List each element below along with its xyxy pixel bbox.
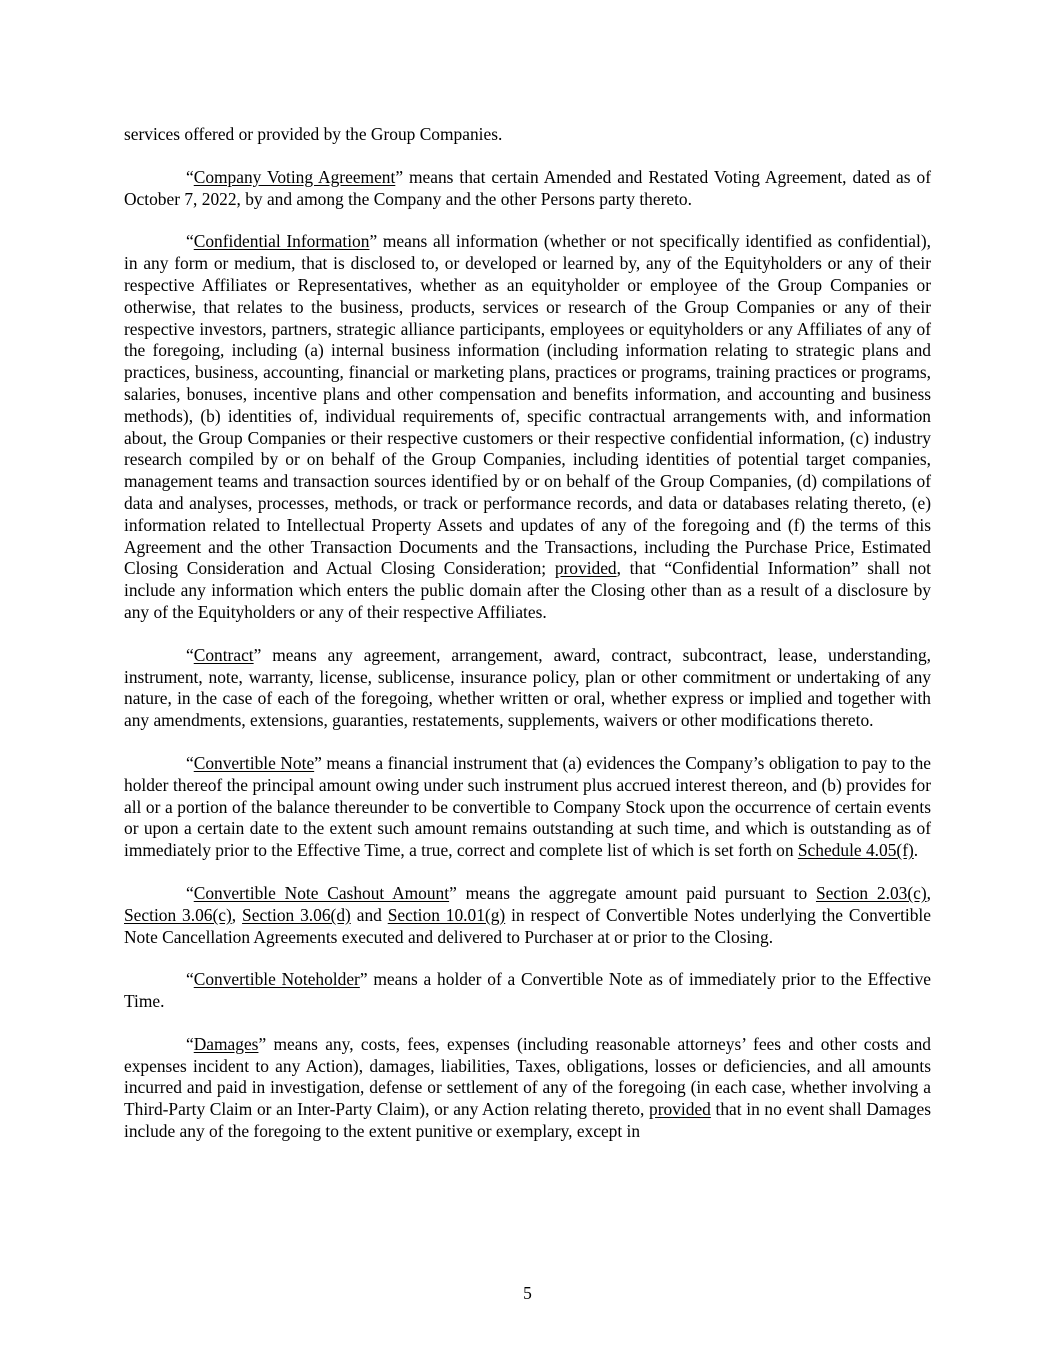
- paragraph-text: ” means all information (whether or not specifically identified as confidential), in any form or medium, that is disclosed to, or developed or learned by, any of the Equityholders or any of their respective Affiliates or Representatives, whether as an equityholder or employee of the Group Companies or otherwise, that relates to the business, products, services or research of the Group Companies or any of their respective investors, partners, strategic alliance participants, employees or equityholders or any Affiliates of any of the foregoing, including (a) internal business information (including information relating to strategic plans and practices, business, accounting, financial or marketing plans, practices or programs, training practices or programs, salaries, bonuses, incentive plans and other compensation and benefits information, and accounting and business methods), (b) identities of, individual requirements of, specific contractual arrangements with, and information about, the Group Companies or their respective customers or their respective confidential information, (c) industry research compiled by or on behalf of the Group Companies, including identities of potential target companies, management teams and transaction sources identified by or on behalf of the Group Companies, (d) compilations of data and analyses, processes, methods, or track or performance records, and data or databases relating thereto, (e) information related to Intellectual Property Assets and updates of any of the foregoing and (f) the terms of this Agreement and the other Transaction Documents and the Transactions, including the Purchase Price, Estimated Closing Consideration and Actual Closing Consideration;: [124, 231, 931, 579]
- underlined-term: Convertible Note: [193, 752, 315, 773]
- paragraph-def-convertible-note: [124, 753, 931, 862]
- paragraph-def-convertible-noteholder: [124, 969, 931, 1013]
- paragraph-text: in respect of Convertible Notes underlying the Convertible Note Cancellation Agreements executed and delivered to Purchaser at or prior to the Closing.: [124, 904, 931, 947]
- underlined-term: provided: [649, 1099, 711, 1120]
- underlined-term: Convertible Note Cashout Amount: [193, 882, 450, 903]
- paragraph-text: ” means that certain Amended and Restated Voting Agreement, dated as of October 7, 2022, by and among the Company and the other Persons party thereto.: [124, 166, 931, 209]
- underlined-term: Section 10.01(g): [387, 904, 506, 925]
- paragraph-text: services offered or provided by the Group Companies.: [124, 124, 503, 144]
- paragraph-text: .: [913, 840, 919, 861]
- paragraph-text: “: [186, 882, 194, 903]
- paragraph-text: ” means a financial instrument that (a) evidences the Company’s obligation to pay to the holder thereof the principal amount owing under such instrument plus accrued interest thereon, and (b) provides for all or a portion of the balance thereunder to be convertible to Company Stock upon the occurrence of certain events or upon a certain date to the extent such amount remains outstanding at such time, and which is outstanding as of immediately prior to the Effective Time, a true, correct and complete list of which is set forth on: [124, 752, 931, 861]
- underlined-term: Convertible Noteholder: [193, 969, 360, 990]
- paragraph-text: ” means a holder of a Convertible Note as of immediately prior to the Effective Time.: [124, 969, 931, 1012]
- paragraph-p-services: [124, 124, 931, 146]
- underlined-term: Damages: [193, 1033, 259, 1054]
- underlined-term: Section 3.06(d): [242, 904, 351, 925]
- paragraph-text: “: [186, 166, 194, 187]
- paragraph-text: , that “Confidential Information” shall not include any information which enters the public domain after the Closing other than as a result of a disclosure by any of the Equityholders or any of their respective Affiliates.: [124, 558, 931, 622]
- paragraph-text: ” means the aggregate amount paid pursuant to: [449, 882, 816, 903]
- underlined-term: Contract: [193, 644, 254, 665]
- underlined-term: Section 2.03(c): [815, 882, 927, 903]
- document-page: [124, 124, 931, 1164]
- page-number: 5: [523, 1283, 532, 1303]
- definitions-body: [124, 124, 931, 1143]
- paragraph-def-damages: [124, 1034, 931, 1143]
- underlined-term: provided: [554, 558, 617, 579]
- underlined-term: Company Voting Agreement: [193, 166, 396, 187]
- paragraph-text: and: [350, 904, 388, 925]
- paragraph-text: “: [186, 752, 194, 773]
- paragraph-text: that in no event shall Damages include any of the foregoing to the extent punitive or exemplary, except in: [124, 1099, 931, 1142]
- paragraph-text: ” means any, costs, fees, expenses (including reasonable attorneys’ fees and other costs and expenses incident to any Action), damages, liabilities, Taxes, obligations, losses or deficiencies, and all amounts incurred and paid in investigation, defense or settlement of any of the foregoing (in each case, whether involving a Third-Party Claim or an Inter-Party Claim), or any Action relating thereto,: [124, 1033, 931, 1120]
- paragraph-text: ,: [231, 904, 243, 925]
- paragraph-text: ” means any agreement, arrangement, award, contract, subcontract, lease, understanding, instrument, note, warranty, license, sublicense, insurance policy, plan or other commitment or undertaking of any nature, in the case of each of the foregoing, whether written or oral, whether express or implied and together with any amendments, extensions, guaranties, restatements, supplements, waivers or other modifications thereto.: [124, 644, 931, 731]
- underlined-term: Schedule 4.05(f): [797, 840, 914, 861]
- paragraph-text: ,: [926, 882, 932, 903]
- paragraph-text: “: [186, 644, 194, 665]
- paragraph-text: “: [186, 969, 194, 990]
- paragraph-def-convertible-note-cashout-amount: [124, 883, 931, 948]
- paragraph-text: “: [186, 231, 194, 252]
- paragraph-def-contract: [124, 645, 931, 732]
- paragraph-text: “: [186, 1033, 194, 1054]
- paragraph-def-company-voting-agreement: [124, 167, 931, 211]
- underlined-term: Section 3.06(c): [124, 904, 232, 925]
- paragraph-def-confidential-information: [124, 231, 931, 623]
- underlined-term: Confidential Information: [193, 231, 370, 252]
